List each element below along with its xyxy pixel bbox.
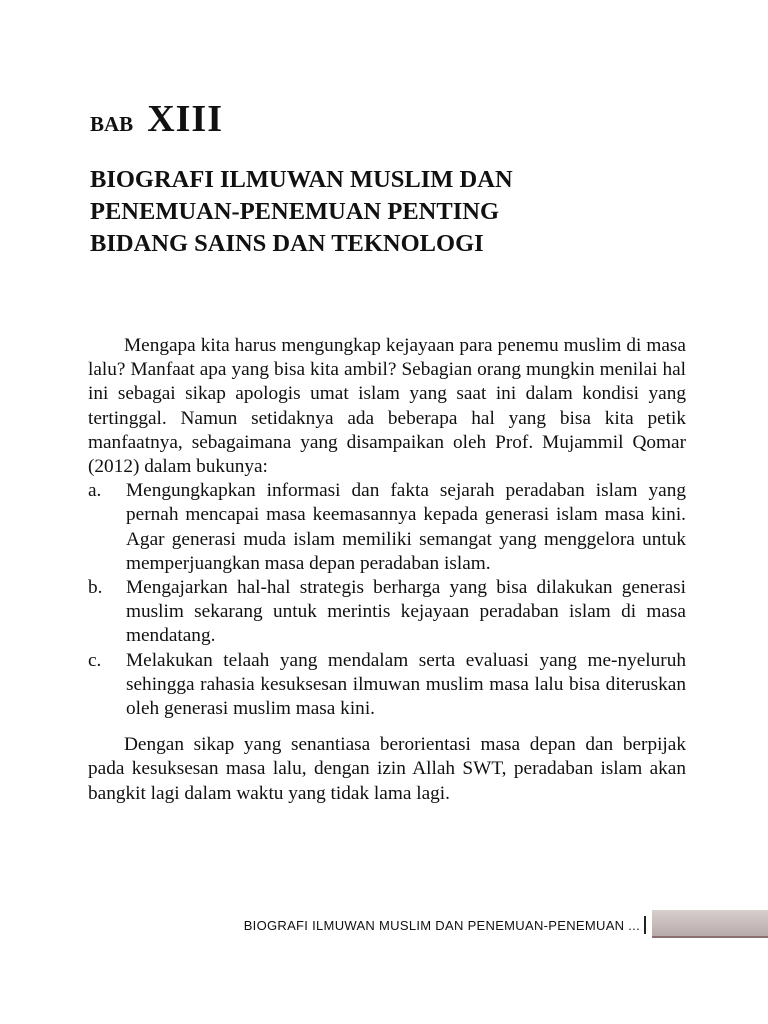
page-footer (0, 910, 768, 940)
chapter-title-line: PENEMUAN-PENEMUAN PENTING (90, 198, 499, 225)
chapter-number: XIII (147, 98, 223, 140)
list-marker: a. (88, 480, 102, 502)
chapter-title (90, 164, 690, 260)
footer-running-title: BIOGRAFI ILMUWAN MUSLIM DAN PENEMUAN-PENEMUAN ... (243, 918, 640, 933)
list-item-text: Mengungkapkan informasi dan fakta sejarah peradaban islam yang pernah mencapai masa keemasannya kepada generasi islam masa kini. Agar generasi muda islam memiliki semangat yang menggelora untuk memperjuangkan masa depan peradaban islam. (126, 480, 686, 574)
benefit-list (88, 479, 686, 721)
body-text (88, 334, 686, 806)
footer-page-tab (652, 910, 768, 938)
footer-divider (644, 916, 646, 934)
list-marker: c. (88, 649, 102, 671)
list-item (88, 479, 686, 576)
chapter-word: BAB (90, 112, 134, 136)
intro-paragraph: Mengapa kita harus mengungkap kejayaan para penemu muslim di masa lalu? Manfaat apa yang bisa kita ambil? Sebagian orang mungkin menilai hal ini sebagai sikap apologis umat islam yang saat ini dalam kondisi yang tertinggal. Namun setidaknya ada beberapa hal yang bisa kita petik manfaatnya, sebagaimana yang disampaikan oleh Prof. Mujammil Qomar (2012) dalam bukunya: (88, 335, 686, 478)
list-item-text: Melakukan telaah yang mendalam serta evaluasi yang me-nyeluruh sehingga rahasia kesuksesan ilmuwan muslim masa lalu bisa diteruskan oleh generasi muslim masa kini. (126, 649, 686, 720)
list-marker: b. (88, 577, 103, 599)
list-item (88, 649, 686, 722)
chapter-label (90, 97, 223, 141)
chapter-title-line: BIOGRAFI ILMUWAN MUSLIM DAN (90, 166, 513, 193)
list-item-text: Mengajarkan hal-hal strategis berharga yang bisa dilakukan generasi muslim sekarang untuk merintis kejayaan peradaban islam di masa mendatang. (126, 577, 686, 647)
chapter-title-line: BIDANG SAINS DAN TEKNOLOGI (90, 230, 484, 257)
list-item (88, 576, 686, 649)
closing-paragraph: Dengan sikap yang senantiasa berorientasi masa depan dan berpijak pada kesuksesan masa lalu, dengan izin Allah SWT, peradaban islam akan bangkit lagi dalam waktu yang tidak lama lagi. (88, 734, 686, 804)
